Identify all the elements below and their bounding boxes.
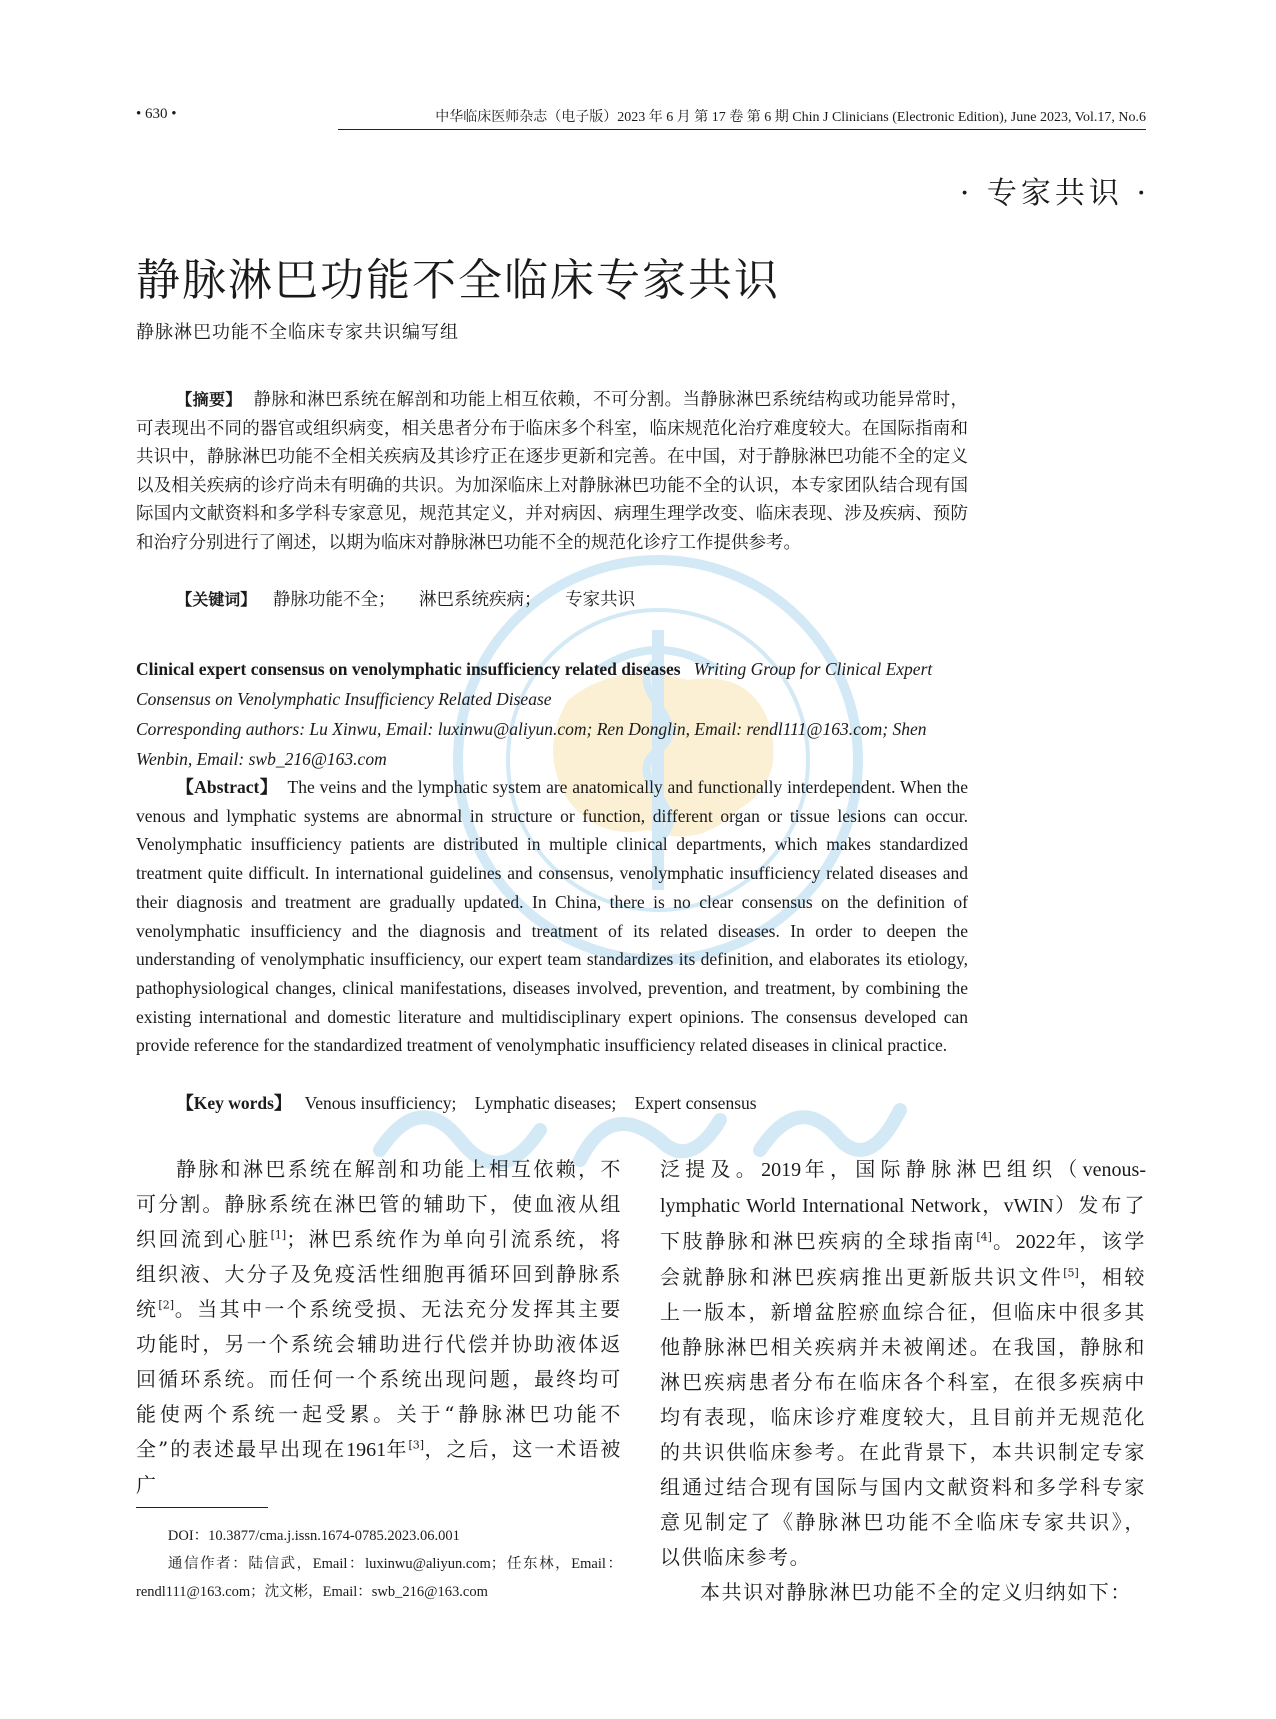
corresponding-author-note: 通信作者：陆信武，Email：luxinwu@aliyun.com；任东林，Email：rendl111@163.com；沈文彬，Email：swb_216@163.com — [136, 1556, 622, 1600]
doi-line[interactable]: DOI：10.3877/cma.j.issn.1674-0785.2023.06.001 — [167, 1528, 460, 1544]
keyword-cn: 专家共识 — [565, 590, 636, 610]
keywords-cn-label: 【关键词】 — [176, 590, 257, 609]
body-paragraph — [660, 1152, 1146, 1575]
abstract-cn-label: 【摘要】 — [176, 390, 242, 409]
abstract-en — [136, 773, 968, 1060]
body-column-left — [136, 1152, 622, 1497]
article-title: 静脉淋巴功能不全临床专家共识 — [136, 255, 780, 306]
abstract-en-text: The veins and the lymphatic system are anatomically and functionally interdependent. When the venous and lymphatic systems are abnormal in structure or function, different organ or tissue lesions can occur. Venolymphatic insufficiency patients are distributed in multiple clinical departments, which makes standardized treatment quite difficult. In international guidelines and consensus, venolymphatic insufficiency related diseases and their diagnosis and treatment are gradually updated. In China, there is no clear consensus on the definition of venolymphatic insufficiency and the diagnosis and treatment of its related diseases. In order to deepen the understanding of venolymphatic insufficiency, our expert team standardizes its definition, and elaborates its etiology, pathophysiological changes, clinical manifestations, diseases involved, prevention, and treatment, by combining the existing international and domestic literature and multidisciplinary expert opinions. The consensus developed can provide reference for the standardized treatment of venolymphatic insufficiency related diseases in clinical practice. — [136, 777, 969, 1056]
body-text: ；淋巴系统作为单向引流系统，将组织液、大分子及免疫活性细胞再循环回到静脉系统 — [136, 1227, 622, 1321]
footnote-divider — [136, 1507, 268, 1508]
body-text: ，相较上一版本，新增盆腔瘀血综合征，但临床中很多其他静脉淋巴相关疾病并未被阐述。在我国，静脉和淋巴疾病患者分布在临床各个科室，在很多疾病中均有表现，临床诊疗难度较大，且目前并无规范化的共识供临床参考。在此背景下，本共识制定专家组通过结合现有国际与国内文献资料和多学科专家意见制定了《静脉淋巴功能不全临床专家共识》，以供临床参考。 — [660, 1265, 1146, 1569]
year-number: 2019 — [761, 1159, 802, 1181]
body-text: ，之后，这一术语被广 — [136, 1437, 622, 1497]
body-paragraph — [136, 1152, 622, 1503]
body-text: 。当其中一个系统受损、无法充分发挥其主要功能时，另一个系统会辅助进行代偿并协助液体返回循环系统。而任何一个系统出现问题，最终均可能使两个系统一起受累。关于“静脉淋巴功能不全”的表述最早出现在 — [136, 1297, 622, 1461]
body-text: 年 — [386, 1437, 409, 1461]
year-number: 2022 — [1015, 1231, 1056, 1253]
keyword-en: Expert consensus — [634, 1093, 757, 1113]
body-text: 静脉和淋巴系统在解剖和功能上相互依赖，不可分割。静脉系统在淋巴管的辅助下，使血液从组织回流到心脏 — [136, 1157, 622, 1251]
citation[interactable]: [4] — [976, 1230, 992, 1244]
body-text: ）发布了下肢静脉和淋巴疾病的全球指南 — [660, 1193, 1147, 1253]
body-paragraph: 本共识对静脉淋巴功能不全的定义归纳如下： — [700, 1580, 1132, 1604]
abstract-cn — [136, 386, 968, 558]
keyword-en: Venous insufficiency; — [304, 1093, 457, 1113]
footnote — [136, 1522, 622, 1606]
body-text: 年，该学会就静脉和淋巴疾病推出更新版共识文件 — [660, 1229, 1146, 1289]
english-writing-group: Writing Group for Clinical Expert Consensus on Venolymphatic Insufficiency Related Disease — [136, 659, 933, 709]
body-text: 泛提及。 — [660, 1157, 762, 1181]
keywords-en — [136, 1090, 968, 1115]
keywords-en-label: 【Key words】 — [176, 1093, 292, 1113]
citation[interactable]: [3] — [408, 1438, 425, 1452]
page-number: • 630 • — [136, 106, 177, 122]
body-text: 年，国际静脉淋巴组织（ — [801, 1157, 1083, 1181]
abstract-en-label: 【Abstract】 — [176, 777, 278, 797]
organization-name-en: venous-lymphatic World International Network，vWIN — [660, 1159, 1146, 1217]
english-corresponding-authors: Corresponding authors: Lu Xinwu, Email: luxinwu@aliyun.com; Ren Donglin, Email: rendl111@163.com; Shen Wenbin, Email: swb_216@163.com — [136, 719, 927, 769]
keyword-cn: 静脉功能不全； — [272, 590, 396, 610]
body-column-right — [660, 1152, 1146, 1610]
citation[interactable]: [1] — [270, 1228, 287, 1242]
english-title: Clinical expert consensus on venolymphatic insufficiency related diseases — [136, 659, 681, 679]
keyword-cn: 淋巴系统疾病； — [419, 590, 542, 610]
abstract-cn-text: 静脉和淋巴系统在解剖和功能上相互依赖，不可分割。当静脉淋巴系统结构或功能异常时，可表现出不同的器官或组织病变，相关患者分布于临床多个科室，临床规范化治疗难度较大。在国际指南和共识中，静脉淋巴功能不全相关疾病及其诊疗正在逐步更新和完善。在中国，对于静脉淋巴功能不全的定义以及相关疾病的诊疗尚未有明确的共识。为加深临床上对静脉淋巴功能不全的认识，本专家团队结合现有国际国内文献资料和多学科专家意见，规范其定义，并对病因、病理生理学改变、临床表现、涉及疾病、预防和治疗分别进行了阐述，以期为临床对静脉淋巴功能不全的规范化诊疗工作提供参考。 — [136, 390, 968, 553]
running-head: 中华临床医师杂志（电子版）2023 年 6 月 第 17 卷 第 6 期 Chin J Clinicians (Electronic Edition), June 2023, Vol.17, No.6 — [338, 106, 1146, 130]
keyword-en: Lymphatic diseases; — [474, 1093, 617, 1113]
author-group: 静脉淋巴功能不全临床专家共识编写组 — [136, 322, 459, 343]
citation[interactable]: [2] — [158, 1298, 174, 1312]
english-title-block — [136, 654, 968, 714]
citation[interactable]: [5] — [1063, 1266, 1079, 1280]
keywords-cn — [136, 586, 968, 611]
year-number: 1961 — [346, 1439, 387, 1461]
column-tag: · 专家共识 · — [959, 176, 1150, 211]
body-text: 。 — [991, 1229, 1016, 1253]
